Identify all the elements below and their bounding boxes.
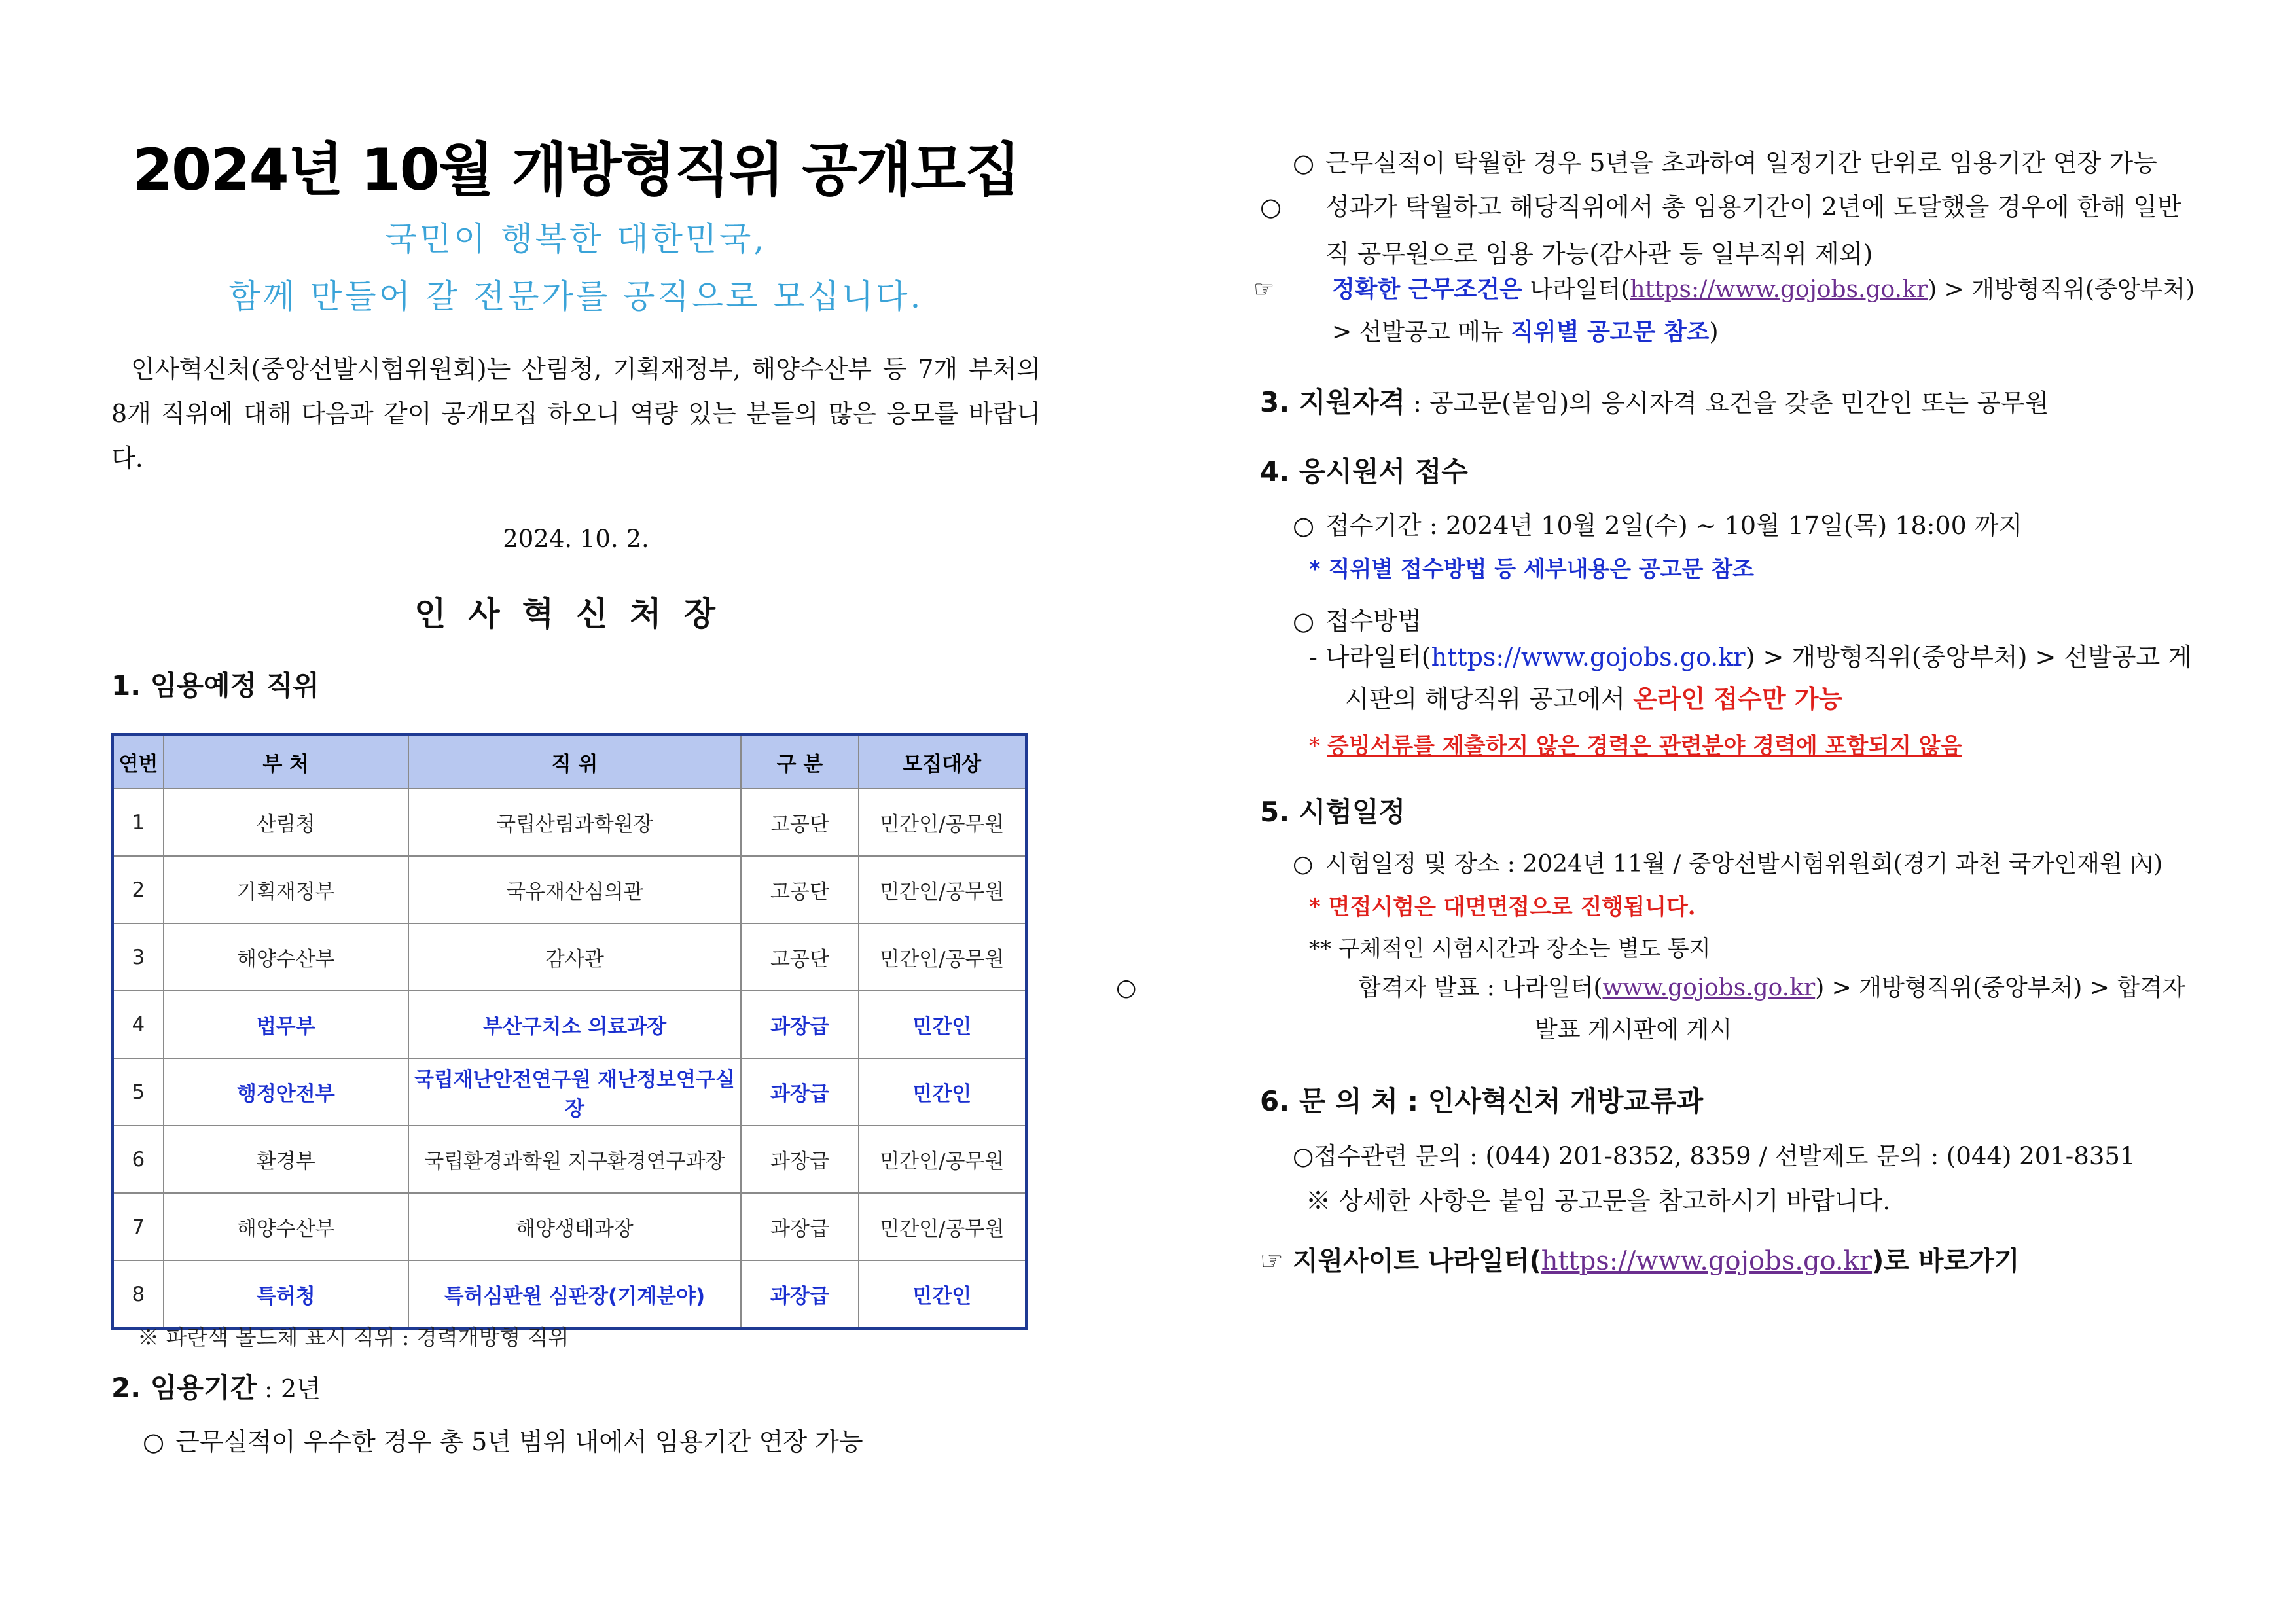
section-5-heading: 5. 시험일정: [1260, 796, 1406, 828]
cell-ministry: 기획재정부: [164, 856, 408, 923]
col-header-no: 연번: [113, 734, 164, 789]
cell-type: 고공단: [741, 923, 859, 991]
section-2-reference: ☞ 정확한 근무조건은 나라일터(https://www.gojobs.go.kr) > 개방형직위(중앙부처) > 선발공고 메뉴 직위별 공고문 참조): [1293, 268, 2202, 353]
cell-position: 특허심판원 심판장(기계분야): [408, 1260, 741, 1329]
section-5-result: ○ 합격자 발표 : 나라일터(www.gojobs.go.kr) > 개방형직위(중앙부처) > 합격자발표 게시판에 게시: [1293, 967, 2202, 1051]
footer-link-line: ☞ 지원사이트 나라일터(https://www.gojobs.go.kr)로 바로가기: [1260, 1246, 2020, 1276]
cell-no: 4: [113, 991, 164, 1058]
cell-position: 해양생태과장: [408, 1193, 741, 1260]
section-1-heading: 1. 임용예정 직위: [111, 669, 319, 702]
section-4-heading: 4. 응시원서 접수: [1260, 455, 1468, 488]
table-row: [113, 991, 1026, 1058]
table-row: [113, 923, 1026, 991]
cell-position: 감사관: [408, 923, 741, 991]
col-header-position: 직 위: [408, 734, 741, 789]
positions-table: [111, 733, 1028, 1330]
section-2-title: 2. 임용기간: [111, 1372, 257, 1404]
section-2-item-1: ○ 근무실적이 우수한 경우 총 5년 범위 내에서 임용기간 연장 가능: [143, 1427, 863, 1456]
cell-position: 국유재산심의관: [408, 856, 741, 923]
subtitle-line-1: 국민이 행복한 대한민국,: [385, 220, 767, 258]
section-4-method-label: ○ 접수방법: [1293, 607, 1422, 635]
table-row: [113, 789, 1026, 856]
circle-bullet-icon: ○: [1293, 851, 1314, 878]
cell-no: 8: [113, 1260, 164, 1329]
gojobs-result-link[interactable]: www.gojobs.go.kr: [1602, 974, 1816, 1001]
cell-position: 부산구치소 의료과장: [408, 991, 741, 1058]
signer: 인사혁신처장: [414, 594, 738, 633]
cell-target: 민간인: [859, 1260, 1026, 1329]
circle-bullet-icon: ○: [143, 1427, 165, 1456]
section-4-period: ○ 접수기간 : 2024년 10월 2일(수) ~ 10월 17일(목) 18:00 까지: [1293, 511, 2023, 540]
cell-type: 과장급: [741, 991, 859, 1058]
section-4-warning: * 증빙서류를 제출하지 않은 경력은 관련분야 경력에 포함되지 않음: [1309, 733, 1962, 759]
circle-bullet-icon: ○: [1293, 511, 1315, 540]
section-2-heading: [111, 1366, 321, 1406]
section-2-item-2: ○ 근무실적이 탁월한 경우 5년을 초과하여 일정기간 단위로 임용기간 연장 가능: [1293, 149, 2157, 177]
cell-no: 3: [113, 923, 164, 991]
section-5-schedule: ○ 시험일정 및 장소 : 2024년 11월 / 중앙선발시험위원회(경기 과천 국가인재원 內): [1293, 851, 2163, 878]
page-title: 2024년 10월 개방형직위 공개모집: [132, 136, 1020, 204]
cell-ministry: 해양수산부: [164, 923, 408, 991]
table-row: [113, 1126, 1026, 1193]
table-row: [113, 856, 1026, 923]
intro-paragraph: 인사혁신처(중앙선발시험위원회)는 산림청, 기획재정부, 해양수산부 등 7개 부처의 8개 직위에 대해 다음과 같이 공개모집 하오니 역량 있는 분들의 많은 응모를 바랍니다.: [111, 355, 1041, 473]
cell-no: 6: [113, 1126, 164, 1193]
cell-type: 과장급: [741, 1193, 859, 1260]
cell-target: 민간인/공무원: [859, 856, 1026, 923]
cell-target: 민간인: [859, 1058, 1026, 1126]
announcement-date: 2024. 10. 2.: [503, 525, 649, 553]
pointing-hand-icon: ☞: [1260, 1246, 1283, 1276]
section-2-period: : 2년: [257, 1374, 321, 1403]
col-header-target: 모집대상: [859, 734, 1026, 789]
cell-position: 국립산림과학원장: [408, 789, 741, 856]
table-note: ※ 파란색 볼드체 표시 직위 : 경력개방형 직위: [137, 1325, 569, 1350]
section-2-item-3: ○ 성과가 탁월하고 해당직위에서 총 임용기간이 2년에 도달했을 경우에 한해 일반직 공무원으로 임용 가능(감사관 등 일부직위 제외): [1293, 183, 2202, 277]
pointing-hand-icon: ☞: [1253, 276, 1275, 303]
circle-bullet-icon: ○: [1293, 149, 1315, 177]
section-6-heading: 6. 문 의 처 : 인사혁신처 개방교류과: [1260, 1085, 1704, 1117]
section-5-detail-note: ** 구체적인 시험시간과 장소는 별도 통지: [1309, 936, 1711, 962]
cell-target: 민간인: [859, 991, 1026, 1058]
circle-bullet-icon: ○: [1293, 607, 1315, 635]
gojobs-footer-link[interactable]: https://www.gojobs.go.kr: [1541, 1246, 1872, 1276]
table-header-row: [113, 734, 1026, 789]
col-header-type: 구 분: [741, 734, 859, 789]
cell-type: 고공단: [741, 856, 859, 923]
section-3-heading: 3. 지원자격 : 공고문(붙임)의 응시자격 요건을 갖춘 민간인 또는 공무원: [1260, 386, 2049, 418]
section-6-contact: ○접수관련 문의 : (044) 201-8352, 8359 / 선발제도 문의 : (044) 201-8351: [1293, 1142, 2136, 1170]
cell-type: 과장급: [741, 1260, 859, 1329]
cell-target: 민간인/공무원: [859, 1193, 1026, 1260]
cell-no: 1: [113, 789, 164, 856]
gojobs-method-link[interactable]: https://www.gojobs.go.kr: [1431, 643, 1746, 671]
cell-position: 국립환경과학원 지구환경연구과장: [408, 1126, 741, 1193]
cell-type: 과장급: [741, 1126, 859, 1193]
cell-type: 과장급: [741, 1058, 859, 1126]
section-4-period-note: * 직위별 접수방법 등 세부내용은 공고문 참조: [1309, 556, 1754, 582]
circle-bullet-icon: ○: [1293, 1142, 1314, 1170]
circle-bullet-icon: ○: [1116, 974, 1137, 1001]
cell-target: 민간인/공무원: [859, 789, 1026, 856]
cell-target: 민간인/공무원: [859, 923, 1026, 991]
section-4-method: - 나라일터(https://www.gojobs.go.kr) > 개방형직위(중앙부처) > 선발공고 게시판의 해당직위 공고에서 온라인 접수만 가능: [1309, 643, 2193, 713]
col-header-ministry: 부 처: [164, 734, 408, 789]
cell-no: 2: [113, 856, 164, 923]
gojobs-link[interactable]: https://www.gojobs.go.kr: [1630, 276, 1928, 303]
cell-ministry: 행정안전부: [164, 1058, 408, 1126]
table-row: [113, 1260, 1026, 1329]
cell-type: 고공단: [741, 789, 859, 856]
cell-position: 국립재난안전연구원 재난정보연구실장: [408, 1058, 741, 1126]
section-6-remark: ※ 상세한 사항은 붙임 공고문을 참고하시기 바랍니다.: [1306, 1186, 1891, 1215]
subtitle-line-2: 함께 만들어 갈 전문가를 공직으로 모십니다.: [228, 277, 924, 315]
cell-ministry: 특허청: [164, 1260, 408, 1329]
cell-target: 민간인/공무원: [859, 1126, 1026, 1193]
cell-no: 5: [113, 1058, 164, 1126]
circle-bullet-icon: ○: [1260, 192, 1282, 221]
cell-ministry: 환경부: [164, 1126, 408, 1193]
cell-ministry: 해양수산부: [164, 1193, 408, 1260]
table-row: [113, 1193, 1026, 1260]
cell-ministry: 법무부: [164, 991, 408, 1058]
cell-ministry: 산림청: [164, 789, 408, 856]
table-row: [113, 1058, 1026, 1126]
cell-no: 7: [113, 1193, 164, 1260]
section-5-interview-note: * 면접시험은 대면면접으로 진행됩니다.: [1309, 894, 1696, 920]
